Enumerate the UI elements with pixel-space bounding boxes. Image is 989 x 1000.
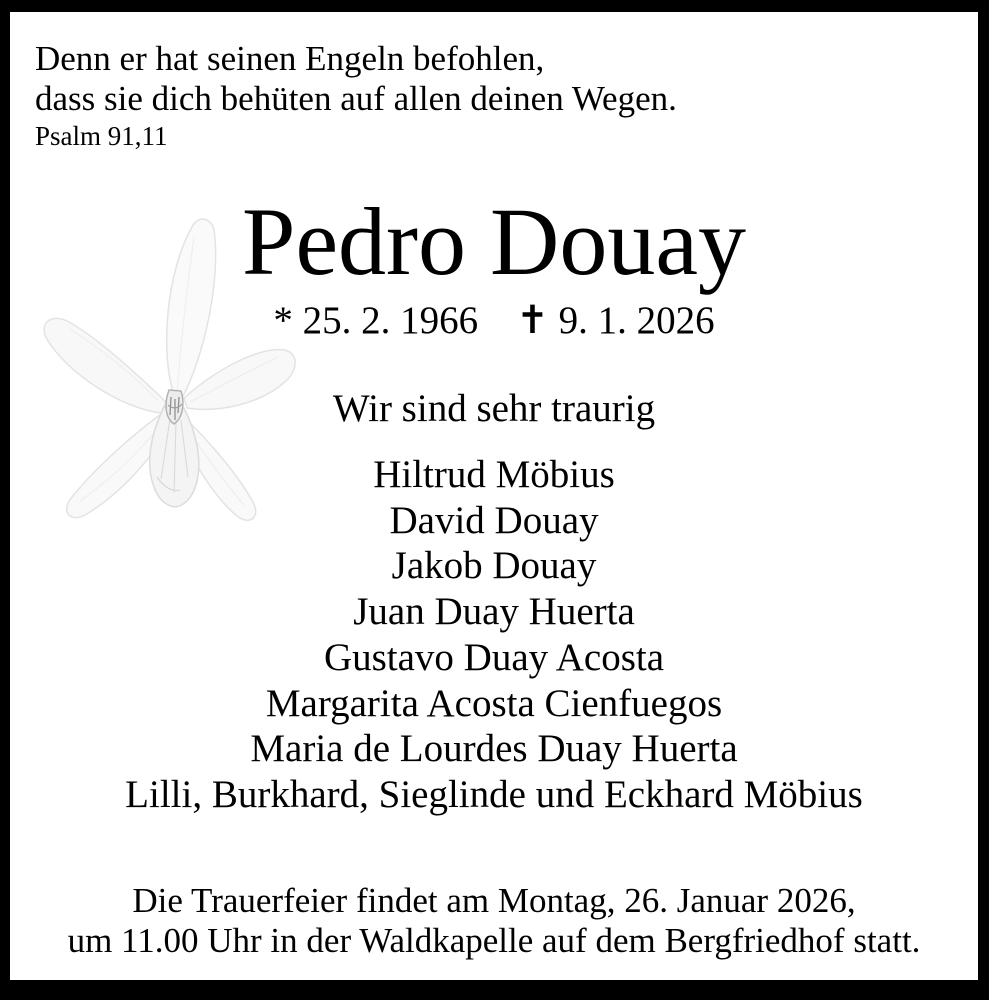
- birth-date: * 25. 2. 1966: [273, 299, 479, 342]
- mourners-list: [10, 452, 978, 818]
- mourner-name: Hiltrud Möbius: [373, 453, 615, 496]
- mourner-name: Gustavo Duay Acosta: [323, 635, 665, 679]
- life-dates: [10, 298, 978, 344]
- deceased-name: Pedro Douay: [242, 188, 746, 295]
- obituary-card: [10, 12, 978, 980]
- mourner-name: Juan Duay Huerta: [353, 590, 635, 634]
- mourner-name: David Douay: [389, 498, 599, 542]
- death-date: ✝ 9. 1. 2026: [516, 299, 715, 342]
- ceremony-line-1: Die Trauerfeier findet am Montag, 26. Januar 2026,: [132, 881, 856, 920]
- epigraph-line-1: Denn er hat seinen Engeln befohlen,: [35, 39, 545, 78]
- ceremony-info: [10, 881, 978, 961]
- mourner-name: Maria de Lourdes Duay Huerta: [250, 727, 738, 771]
- mourner-name: Jakob Douay: [391, 544, 597, 588]
- ceremony-line-2: um 11.00 Uhr in der Waldkapelle auf dem Bergfriedhof statt.: [67, 921, 921, 960]
- epigraph: [35, 39, 677, 152]
- condolence-line: Wir sind sehr traurig: [332, 387, 656, 430]
- mourner-name: Margarita Acosta Cienfuegos: [265, 681, 723, 725]
- epigraph-source: Psalm 91,11: [35, 121, 168, 151]
- mourner-name: Lilli, Burkhard, Sieglinde und Eckhard Möbius: [125, 772, 863, 816]
- epigraph-line-2: dass sie dich behüten auf allen deinen Wegen.: [35, 79, 677, 118]
